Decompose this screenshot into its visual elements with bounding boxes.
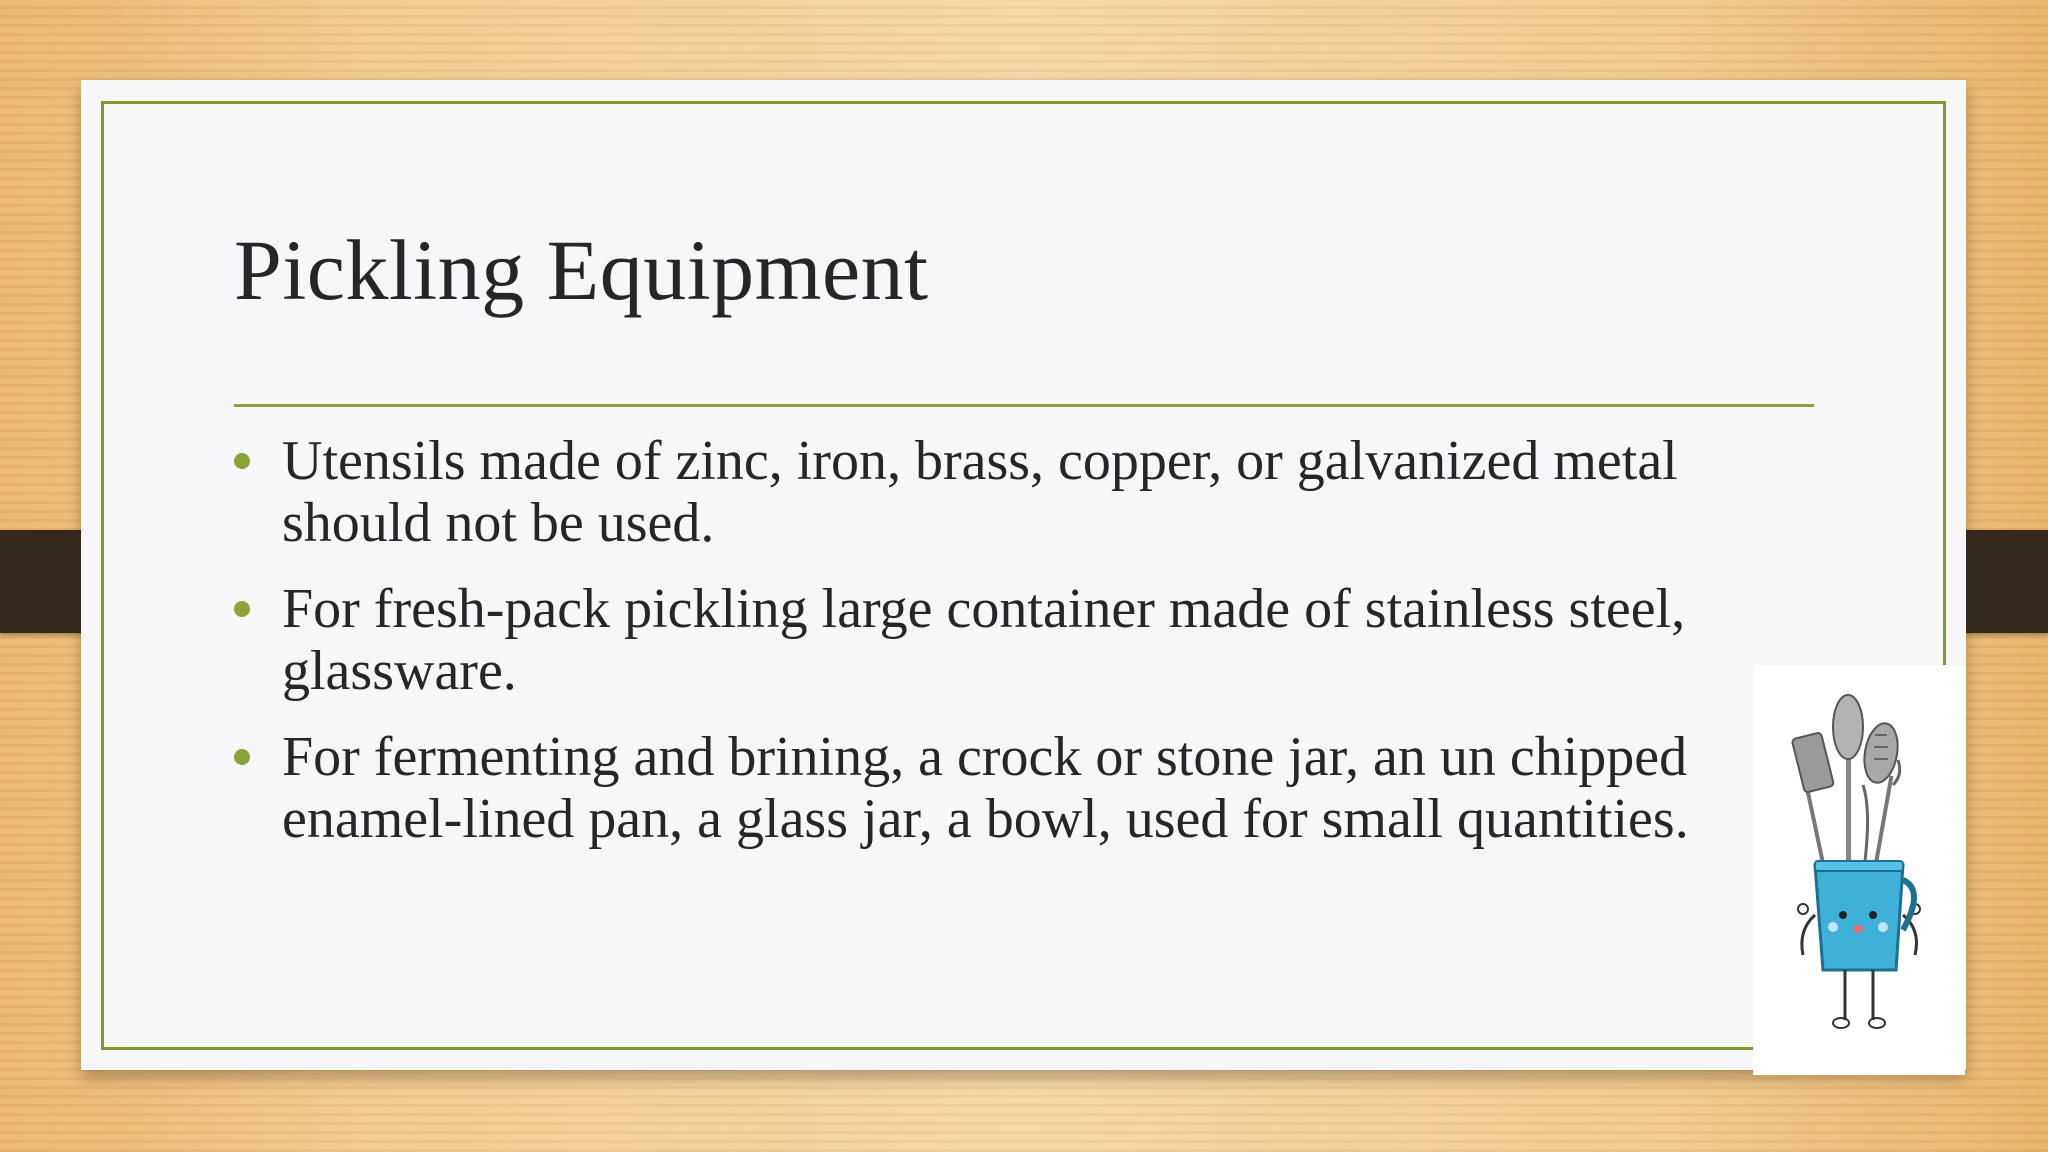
bullet-text: For fresh-pack pickling large container made of stainless steel, glassware. [282,578,1686,702]
bullet-item [234,726,1794,850]
title-divider [234,404,1814,407]
bullet-dot-icon [234,749,250,765]
slide-card [81,80,1966,1070]
slide-title: Pickling Equipment [234,222,929,318]
bullet-text: For fermenting and brining, a crock or stone jar, an un chipped enamel-lined pan, a glass jar, a bowl, used for small quantities. [282,726,1689,850]
bullet-item [234,578,1794,702]
bullet-list [234,430,1794,874]
bullet-dot-icon [234,453,250,469]
utensil-holder-character-icon [1753,665,1965,1075]
bullet-item [234,430,1794,554]
bullet-dot-icon [234,601,250,617]
bullet-text: Utensils made of zinc, iron, brass, copper, or galvanized metal should not be used. [282,430,1678,554]
